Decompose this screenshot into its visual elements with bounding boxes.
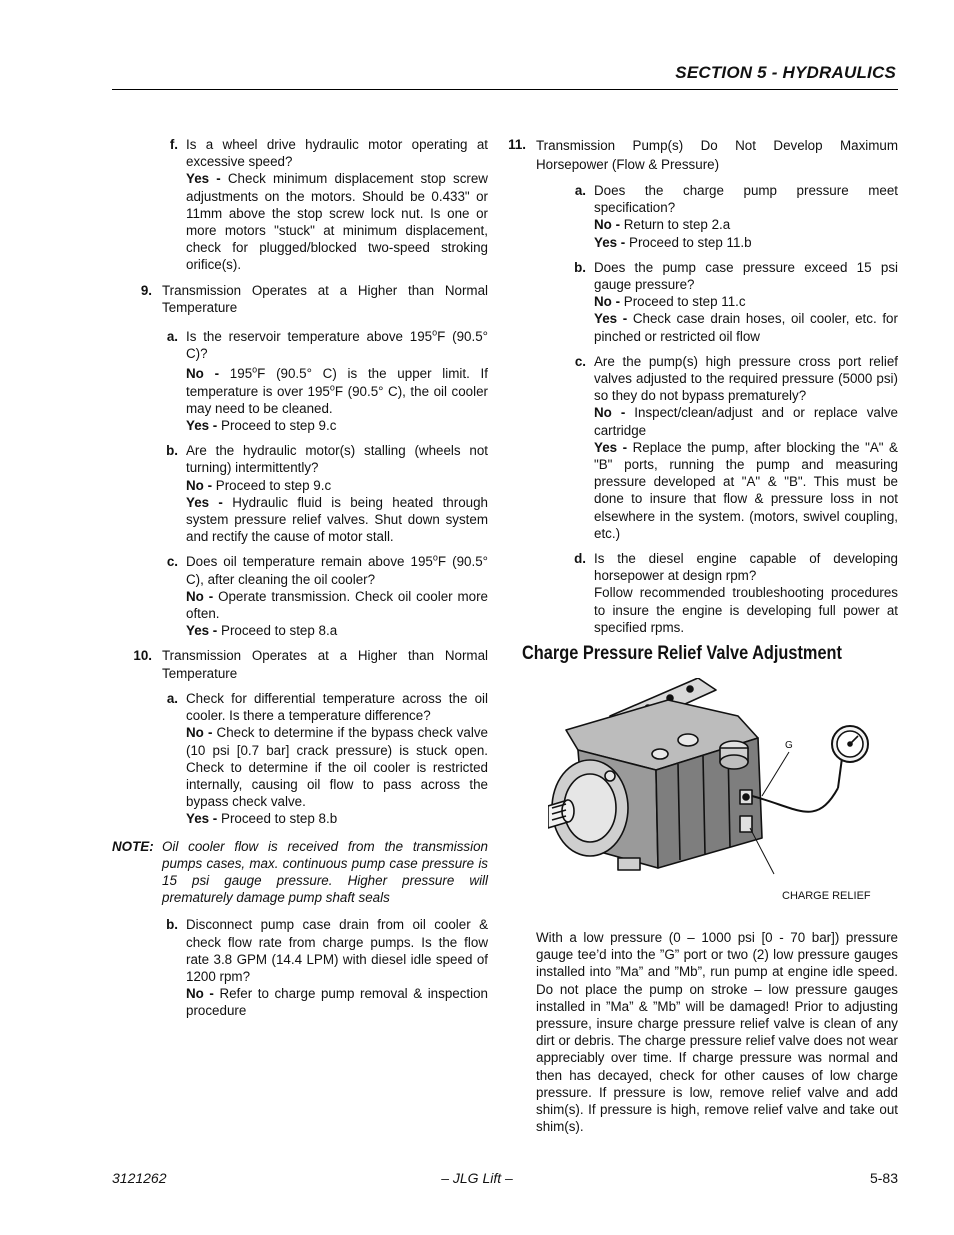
step-9c [112,553,488,639]
footer-doc-number: 3121262 [112,1170,167,1186]
figure-label-charge-relief: CHARGE RELIEF [782,890,871,902]
item-letter: b. [166,917,178,933]
item-f [112,136,488,274]
item-letter: f. [169,137,178,152]
no-answer: No - Proceed to step 11.c [594,294,746,310]
step-9b [112,442,488,545]
step-title: Transmission Operates at a Higher than Normal Temperature [162,282,488,315]
no-answer: No - Inspect/clean/adjust and or replace valve cartridge [594,405,898,438]
right-column [502,136,898,644]
no-answer: No - Check to determine if the bypass check valve (10 psi [0.7 bar] crack pressure) is stuck open. Check to determine if the oil cooler is restricted internally, causing oil flow to pass across the bypass check valve. [186,725,488,810]
footer-brand: – JLG Lift – [441,1170,513,1186]
item-letter: b. [166,443,178,459]
step-title: Transmission Operates at a Higher than Normal Temperature [162,648,488,681]
pump-illustration [548,678,888,908]
item-question: Does the pump case pressure exceed 15 psi gauge pressure? [594,259,898,293]
yes-answer: Yes - Proceed to step 8.b [186,811,338,827]
item-question: Is the diesel engine capable of developing horsepower at design rpm? [594,551,898,584]
no-answer: No - Refer to charge pump removal & inspection procedure [186,986,488,1019]
yes-answer: Yes - Replace the pump, after blocking the "A" & "B" ports, running the pump and measuring pressure developed at "A" & "B". This must be done to insure that flow & pressure loss in not elsewhere in the system. (motors, swivel coupling, etc.) [594,439,898,541]
step-number: 10. [133,648,152,664]
step-10a [112,690,488,828]
yes-answer: Yes - Proceed to step 9.c [186,418,337,434]
step-10 [112,647,488,681]
step-title: Transmission Pump(s) Do Not Develop Maximum Horsepower (Flow & Pressure) [536,138,898,172]
item-letter: c. [574,353,586,369]
item-letter: a. [166,690,178,706]
yes-answer: Yes - Check case drain hoses, oil cooler, etc. for pinched or restricted oil flow [594,311,898,344]
step-number: 11. [508,137,526,152]
step-number: 9. [140,282,152,298]
yes-text: Check minimum displacement stop screw adjustments on the motors. Should be 0.433" or 11mm above the stop screw lock nut. Is one or more motors "stuck" at minimum displacement, check for plugged/blocked two-speed stroking orifice(s). [186,171,488,273]
note-label: NOTE: [112,838,154,854]
step-11 [502,136,898,174]
header-rule [112,89,898,90]
item-letter: b. [574,259,586,275]
step-11b [502,259,898,345]
no-answer: No - 195$^o$F (90.5° C) is the upper limit. If temperature is over 195$^o$F (90.5° C), the oil cooler may need to be cleaned. [186,364,488,416]
item-b-flow [112,916,488,1019]
step-9a [112,328,488,434]
step-11c [502,353,898,542]
no-answer: No - Return to step 2.a [594,217,731,233]
item-question: Check for differential temperature across the oil cooler. Is there a temperature difference? [186,690,488,724]
item-question: Are the pump(s) high pressure cross port relief valves adjusted to the required pressure (5000 psi) so they do not bypass prematurely? [594,353,898,404]
no-answer: No - Operate transmission. Check oil cooler more often. [186,588,488,622]
item-question: Is a wheel drive hydraulic motor operating at excessive speed? [186,137,488,170]
yes-answer: Yes - Hydraulic fluid is being heated through system pressure relief valves. Shut down system and rectify the cause of motor stall. [186,494,488,545]
note-block [112,838,488,907]
footer-page-number: 5-83 [869,1170,898,1186]
no-answer: No - Proceed to step 9.c [186,477,332,493]
note-text: Oil cooler flow is received from the transmission pumps cases, max. continuous pump case pressure is 15 psi gauge pressure. Higher pressure will prematurely damage pump shaft seals [162,838,488,906]
item-text: Follow recommended troubleshooting procedures to insure the engine is developing full power at specified rpms. [594,585,898,635]
item-letter: a. [166,329,178,345]
item-letter: a. [574,183,586,198]
item-question: Is the reservoir temperature above 195$^o$F (90.5° C)? [186,327,488,362]
item-letter: c. [166,554,178,570]
step-9 [112,282,488,316]
item-question: Does the charge pump pressure meet specification? [594,183,898,216]
figure-label-g: G [785,740,793,751]
item-question: Disconnect pump case drain from oil cooler & check flow rate from charge pumps. Is the flow rate 3.8 GPM (14.4 LPM) with diesel idle speed of 1200 rpm? [186,917,488,984]
yes-answer: Yes - Proceed to step 8.a [186,623,338,639]
adjustment-paragraph: With a low pressure (0 – 1000 psi [0 - 70 bar]) pressure gauge tee’d into the ”G” port or two (2) low pressure gauges installed into ”Ma” and ”Mb”, run pump at engine idle speed. Do not place the pump on stroke – low pressure gauges installed in ”Ma” & ”Mb” will be damaged! Prior to adjusting pressure, insure charge pressure relief valve is clean of any dirt or debris. The charge pressure relief valve does not wear appreciably over time. If charge pressure was normal and then has decayed, check for other causes of low charge pressure. If pressure is low, remove relief valve and add shim(s). If pressure is high, remove relief valve and take out shim(s). [536,930,898,1135]
yes-label: Yes - [186,171,221,187]
item-letter: d. [574,551,586,567]
item-question: Are the hydraulic motor(s) stalling (wheels not turning) intermittently? [186,443,488,476]
item-question: Does oil temperature remain above 195$^o$F (90.5° C), after cleaning the oil cooler? [186,553,488,587]
yes-answer: Yes - Proceed to step 11.b [594,234,752,250]
section-header: SECTION 5 - HYDRAULICS [675,63,896,82]
step-11d [502,550,898,636]
step-11a [502,182,898,251]
left-column [112,136,488,1028]
pump-drawing [548,678,888,908]
section-title: Charge Pressure Relief Valve Adjustment [522,643,842,664]
